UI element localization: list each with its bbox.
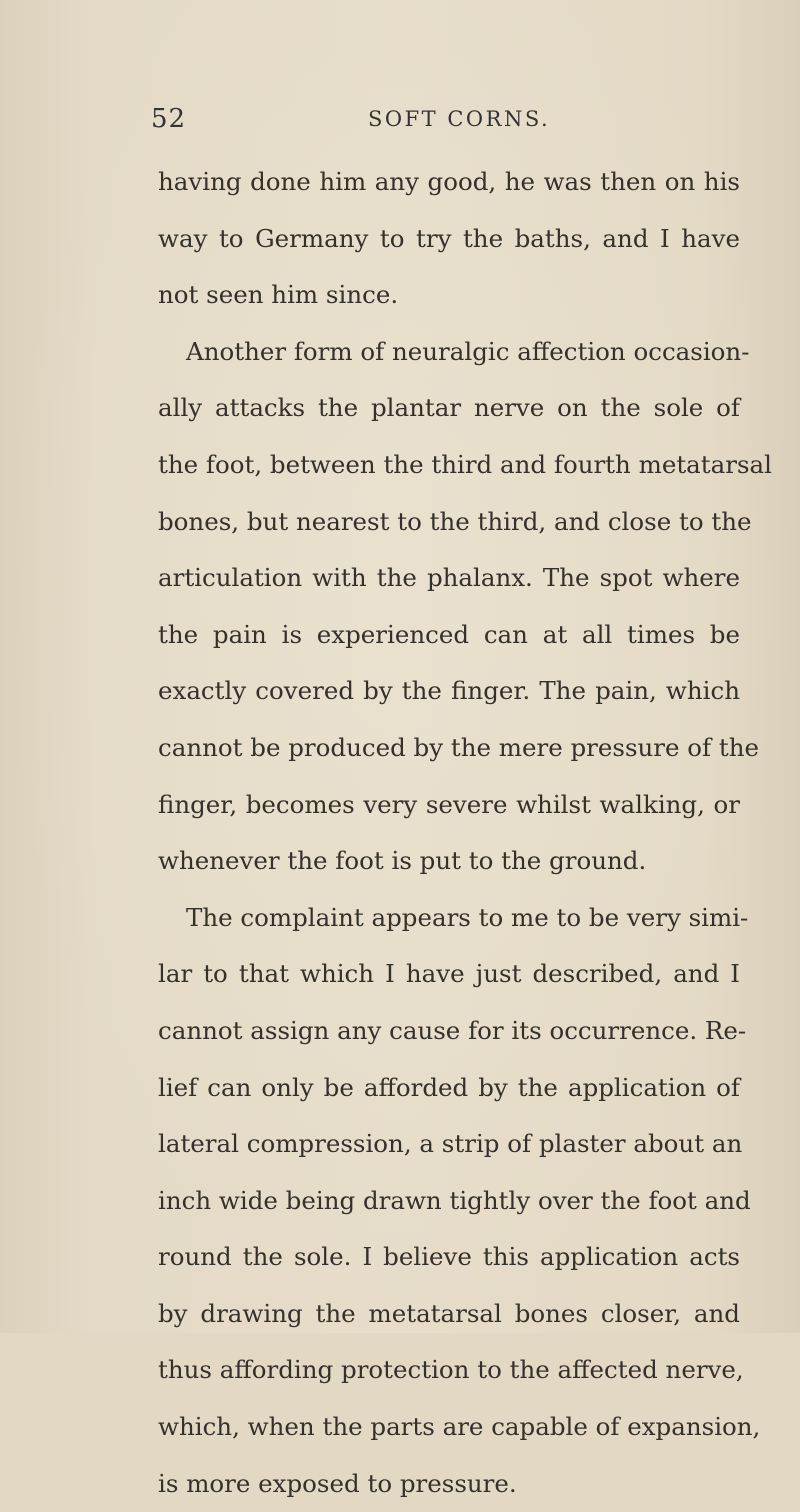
running-title: SOFT CORNS. xyxy=(368,107,551,131)
text-line: exactly covered by the finger. The pain, which xyxy=(158,676,740,706)
text-line: finger, becomes very severe whilst walking, or xyxy=(158,789,740,819)
text-line: bones, but nearest to the third, and close to the xyxy=(158,506,752,536)
text-line: having done him any good, he was then on his xyxy=(158,167,740,196)
text-line: ally attacks the plantar nerve on the sole of xyxy=(158,393,740,423)
text-line: round the sole. I believe this application acts xyxy=(158,1242,740,1272)
text-line: whenever the foot is put to the ground. xyxy=(158,846,647,876)
text-line: articulation with the phalanx. The spot where xyxy=(158,563,740,593)
text-line: is more exposed to pressure. xyxy=(158,1468,517,1498)
page-header xyxy=(151,104,751,140)
text-line: lief can only be afforded by the application of xyxy=(158,1072,740,1102)
text-line: way to Germany to try the baths, and I have xyxy=(158,223,740,253)
text-line: cannot assign any cause for its occurrence. Re- xyxy=(158,1015,747,1045)
text-line: The complaint appears to me to be very simi- xyxy=(186,902,749,932)
text-line: lateral compression, a strip of plaster about an xyxy=(158,1129,743,1159)
text-line: thus affording protection to the affected nerve, xyxy=(158,1355,744,1385)
text-line: not seen him since. xyxy=(158,280,399,310)
text-line: by drawing the metatarsal bones closer, and xyxy=(158,1298,740,1328)
text-line: which, when the parts are capable of expansion, xyxy=(158,1412,761,1442)
body-text xyxy=(158,154,772,1512)
text-line: inch wide being drawn tightly over the foot and xyxy=(158,1185,751,1215)
text-line: the pain is experienced can at all times be xyxy=(158,619,740,649)
text-line: the foot, between the third and fourth metatarsal xyxy=(158,449,772,479)
text-line: lar to that which I have just described, and I xyxy=(158,959,740,989)
page-number: 52 xyxy=(151,104,187,134)
text-line: Another form of neuralgic affection occasion- xyxy=(186,336,750,366)
text-line: cannot be produced by the mere pressure of the xyxy=(158,732,760,762)
